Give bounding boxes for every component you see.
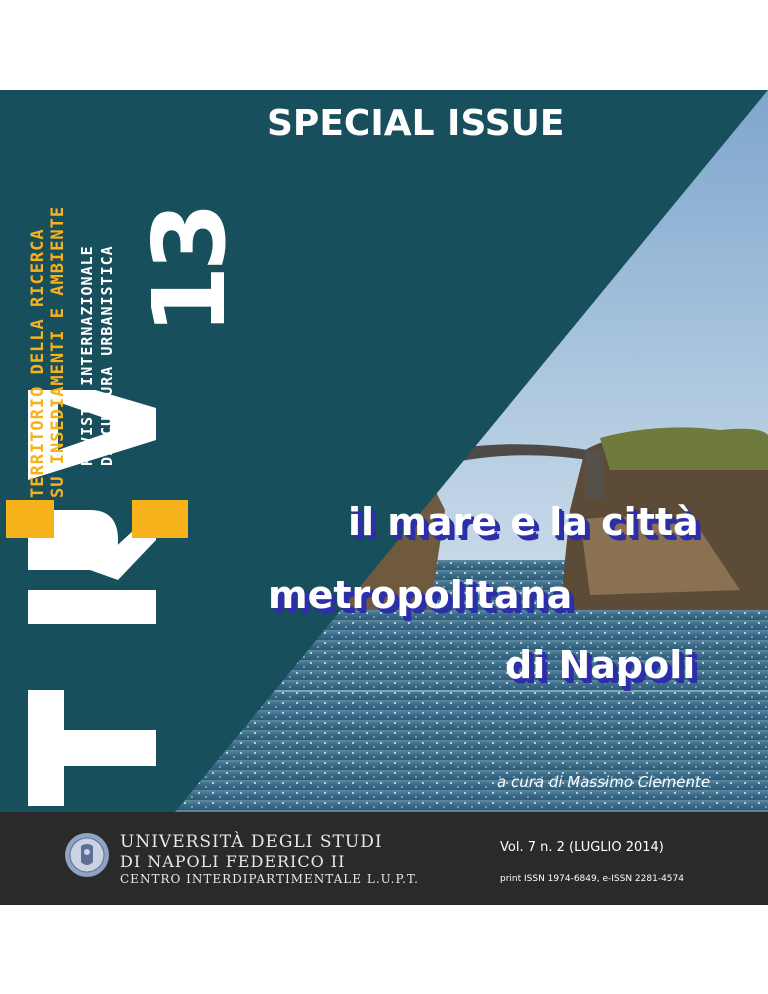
journal-subtitle-line-1: RIVISTA INTERNAZIONALE (78, 245, 96, 466)
issue-number: 13 (131, 207, 248, 335)
university-department: CENTRO INTERDIPARTIMENTALE L.U.P.T. (120, 872, 419, 886)
headline-line-3: di Napoli (505, 643, 696, 687)
magazine-cover (0, 90, 768, 905)
university-seal-icon (64, 832, 110, 878)
editor-credit: a cura di Massimo Clemente (497, 773, 711, 791)
headline-line-1: il mare e la città (348, 500, 699, 544)
university-name-line-1: UNIVERSITÀ DEGLI STUDI (120, 832, 383, 852)
university-name-line-2: DI NAPOLI FEDERICO II (120, 852, 346, 871)
footer-bar (0, 812, 768, 905)
journal-title-line-1: TERRITORIO DELLA RICERCA (28, 228, 48, 498)
journal-title-line-2: SU INSEDIAMENTI E AMBIENTE (48, 205, 68, 498)
issn-info: print ISSN 1974-6849, e-ISSN 2281-4574 (500, 874, 684, 884)
volume-info: Vol. 7 n. 2 (LUGLIO 2014) (500, 840, 664, 855)
journal-subtitle-line-2: DI CULTURA URBANISTICA (98, 245, 116, 466)
special-issue-label: SPECIAL ISSUE (267, 103, 565, 144)
headline-line-2: metropolitana (268, 573, 573, 617)
